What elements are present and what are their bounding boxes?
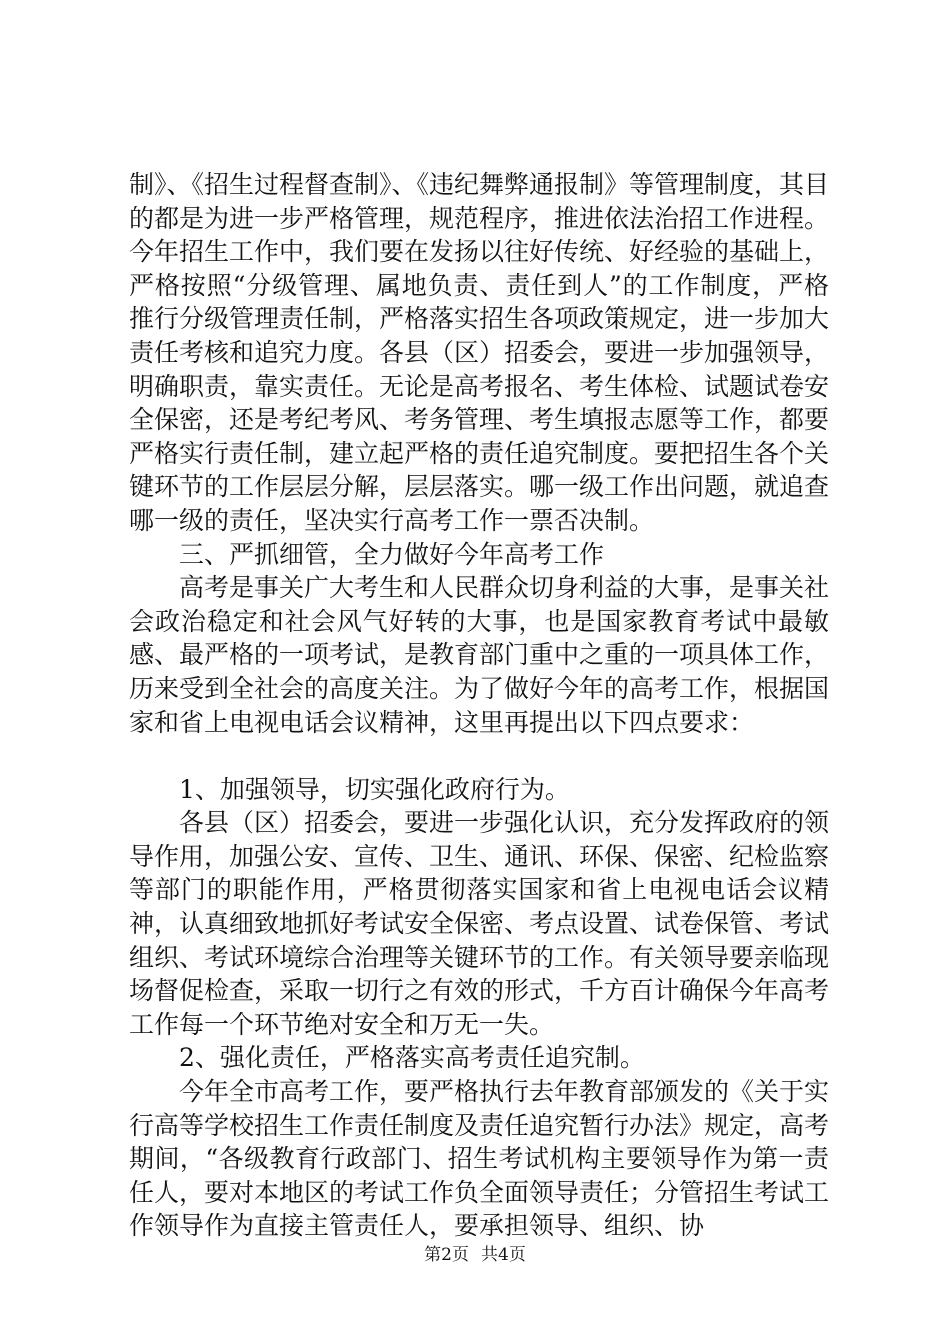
paragraph-responsibility-system: 制》、《招生过程督查制》、《违纪舞弊通报制》等管理制度，其目的都是为进一步严格管理，规范程序，推进依法治招工作进程。今年招生工作中，我们要在发扬以往好传统、好经验的基础上，严格按照“分级管理、属地负责、责任到人”的工作制度，严格推行分级管理责任制，严格落实招生各项政策规定，进一步加大责任考核和追究力度。各县（区）招委会，要进一步加强领导，明确职责，靠实责任。无论是高考报名、考生体检、试题试卷安全保密，还是考纪考风、考务管理、考生填报志愿等工作，都要严格实行责任制，建立起严格的责任追究制度。要把招生各个关键环节的工作层层分解，层层落实。哪一级工作出问题，就追查哪一级的责任，坚决实行高考工作一票否决制。 <box>129 170 830 535</box>
page-number: 第2页 <box>424 1245 469 1265</box>
paragraph-accountability: 今年全市高考工作，要严格执行去年教育部颁发的《关于实行高等学校招生工作责任制度及责任追究暂行办法》规定，高考期间，“各级教育行政部门、招生考试机构主要领导作为第一责任人，要对本地区的考试工作负全面领导责任；分管招生考试工作领导作为直接主管责任人，要承担领导、组织、协 <box>129 1077 830 1241</box>
section-heading-three: 三、严抓细管，全力做好今年高考工作 <box>179 539 605 569</box>
point-heading-two: 2、强化责任，严格落实高考责任追究制。 <box>179 1043 645 1073</box>
document-body <box>129 168 829 1243</box>
paragraph-government-role: 各县（区）招委会，要进一步强化认识，充分发挥政府的领导作用，加强公安、宣传、卫生、通讯、环保、保密、纪检监察等部门的职能作用，严格贯彻落实国家和省上电视电话会议精神，认真细致地抓好考试安全保密、考点设置、试卷保管、考试组织、考试环境综合治理等关键环节的工作。有关领导要亲临现场督促检查，采取一切行之有效的形式，千方百计确保今年高考工作每一个环节绝对安全和万无一失。 <box>129 808 830 1039</box>
page-footer <box>0 1240 950 1265</box>
paragraph-gaokao-importance: 高考是事关广大考生和人民群众切身利益的大事，是事关社会政治稳定和社会风气好转的大事，也是国家教育考试中最敏感、最严格的一项考试，是教育部门重中之重的一项具体工作，历来受到全社会的高度关注。为了做好今年的高考工作，根据国家和省上电视电话会议精神，这里再提出以下四点要求： <box>129 573 830 737</box>
point-heading-one: 1、加强领导，切实强化政府行为。 <box>179 774 570 804</box>
page-total: 共4页 <box>481 1245 526 1265</box>
